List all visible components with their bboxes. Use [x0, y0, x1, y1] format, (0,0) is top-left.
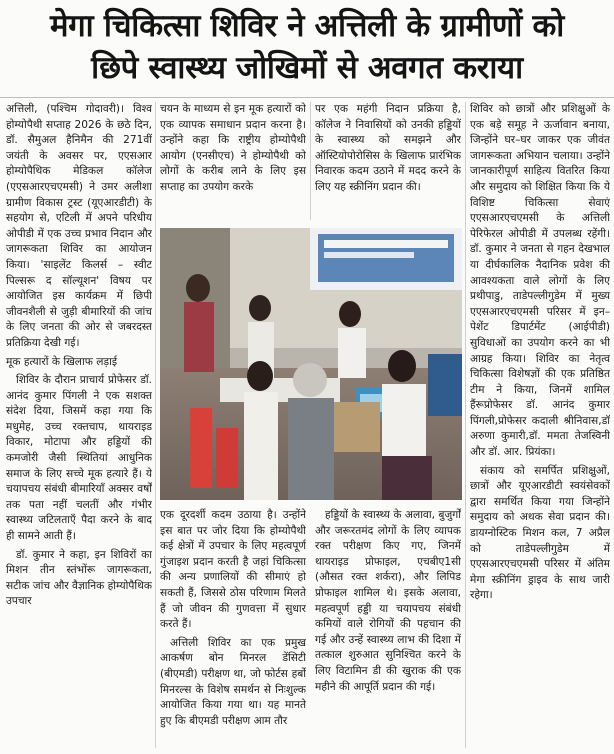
article-paragraph: एक दूरदर्शी कदम उठाया है। उन्होंने इस बात पर जोर दिया कि होम्योपैथी कई क्षेत्रों में उपचार के लिए महत्वपूर्ण गुंजाइश प्रदान करती है जहां चिकित्सा की अन्य प्रणालियों की सीमाएं हो सकती हैं, जिससे ठोस परिणाम मिलते हैं जो जीवन की गुणवत्ता में सुधार करते हैं।: [160, 509, 306, 631]
medical-camp-photo: [160, 228, 462, 500]
article-paragraph: शिविर को छात्रों और प्रशिक्षुओं के एक बड़े समूह ने ऊर्जावान बनाया, जिन्होंने घर–घर जाकर एक जीवंत जागरूकता अभियान चलाया। उन्होंने जानकारीपूर्ण साहित्य वितरित किया और समुदाय को शिक्षित किया कि ये विशिष्ट चिकित्सा सेवाएं एएसआरएचएमसी के अत्तिली पेरिफेरल ओपीडी में उपलब्ध रहेंगी। डॉ. कुमार ने जनता से गहन देखभाल या दीर्घकालिक नैदानिक प्रवेश की आवश्यकता वाले लोगों के लिए प्रथीपाडु, ताडेपल्लीगुडेम में मुख्य एएसआरएचएमसी परिसर में इन–पेशेंट डिपार्टमेंट (आईपीडी) सुविधाओं का उपयोग करने का भी आग्रह किया। शिविर का नेतृत्व चिकित्सा विशेषज्ञों की एक प्रतिष्ठित टीम ने किया, जिनमें शामिल हैंरूप्रोफेसर डॉ. आनंद कुमार पिंगली,प्रोफेसर कदाली श्रीनिवास,डॉ अरुणा कुमारी,डॉ. ममता तेजस्विनी और डॉ. आर. प्रियंका।: [470, 103, 610, 459]
article-column-3-bottom: [315, 508, 461, 748]
article-column-2-bottom: [160, 508, 306, 748]
article-paragraph: पर एक महंगी निदान प्रक्रिया है, कॉलेज ने निवासियों को उनकी हड्डियों के स्वास्थ्य को समझने और ऑस्टियोपोरोसिस के खिलाफ प्रारंभिक निवारक कदम उठाने में मदद करने के लिए यह स्क्रीनिंग प्रदान की।: [315, 103, 461, 193]
headline: [0, 0, 614, 98]
article-column-1: [6, 102, 152, 748]
article-column-2-top: [160, 102, 306, 220]
article-paragraph: अत्तिली, (पश्चिम गोदावरी)। विश्व होम्योपैथी सप्ताह 2026 के छठे दिन, डॉ. सैमुअल हैनिमैन की 271वीं जयंती के अवसर पर, एएसआर होम्योपैथिक मेडिकल कॉलेज (एएसआरएचएमसी) ने उमर अलीशा ग्रामीण विकास ट्रस्ट (यूएआरडीटी) के सहयोग से, एटिली में अपने परिधीय ओपीडी में एक उच्च प्रभाव निदान और जागरूकता शिविर का आयोजन किया। 'साइलेंट किलर्स – स्वीट पिल्सरू द सॉल्यूशन' विषय पर आयोजित इस कार्यक्रम में छिपी जीवनशैली से जुड़ी बीमारियों की जांच के लिए जनता की ओर से जबरदस्त प्रतिक्रिया देखी गई।: [6, 103, 152, 349]
headline-line-1: मेगा चिकित्सा शिविर ने अत्तिली के ग्रामीणों को: [49, 8, 565, 44]
headline-line-2: छिपे स्वास्थ्य जोखिमों से अवगत कराया: [91, 50, 523, 86]
article-paragraph: शिविर के दौरान प्राचार्य प्रोफेसर डॉ. आनंद कुमार पिंगली ने एक सशक्त संदेश दिया, जिसमें कहा गया कि मधुमेह, उच्च रक्तचाप, थायराइड विकार, मोटापा और हड्डियों की कमजोरी जैसी स्थितियां आधुनिक समाज के लिए सच्चे मूक हत्यारे हैं। ये चयापचय संबंधी बीमारियाँ अक्सर वर्षों तक पता नहीं चलतीं और गंभीर स्वास्थ्य जटिलताएँ पैदा करने के बाद ही सामने आती हैं।: [6, 374, 152, 543]
article-column-4: [470, 102, 610, 748]
article-paragraph: अत्तिली शिविर का एक प्रमुख आकर्षण बोन मिनरल डेंसिटी (बीएमडी) परीक्षण था, जो फोर्टस हर्बो मिनरल्स के विशेष समर्थन से निःशुल्क आयोजित किया गया था। यह मानते हुए कि बीएमडी परीक्षण आम तौर: [160, 636, 306, 727]
article-paragraph: हड्डियों के स्वास्थ्य के अलावा, बुजुर्गों और जरूरतमंद लोगों के लिए व्यापक रक्त परीक्षण किए गए, जिनमें थायराइड प्रोफाइल, एचबीए1सी (औसत रक्त शर्करा), और लिपिड प्रोफाइल शामिल थे। इसके अलावा, महत्वपूर्ण हड्डी या चयापचय संबंधी कमियों वाले रोगियों की पहचान की गई और उन्हें स्वास्थ्य लाभ की दिशा में तत्काल शुरुआत सुनिश्चित करने के लिए विटामिन डी की खुराक की एक महीने की आपूर्ति प्रदान की गई।: [315, 509, 461, 693]
article-paragraph: संकाय को समर्पित प्रशिक्षुओं, छात्रों और यूएआरडीटी स्वयंसेवकों द्वारा समर्थित किया गया जिन्होंने समुदाय को अथक सेवा प्रदान की। डायग्नोस्टिक मिशन कल, 7 अप्रैल को ताडेपल्लीगुडेम में एएसआरएचएमसी परिसर में अंतिम मेगा स्क्रीनिंग ड्राइव के साथ जारी रहेगा।: [470, 464, 610, 602]
column-divider: [465, 102, 466, 748]
article-column-3-top: [315, 102, 461, 220]
article-paragraph: चयन के माध्यम से इन मूक हत्यारों को एक व्यापक समाधान प्रदान करना है। उन्होंने कहा कि राष्ट्रीय होम्योपैथी आयोग (एनसीएच) ने होम्योपैथी को लोगों के करीब लाने के लिए इस सप्ताह का उपयोग करके: [160, 103, 306, 193]
article-paragraph: डॉ. कुमार ने कहा, इन शिविरों का मिशन तीन स्तंभोंरू जागरूकता, सटीक जांच और वैज्ञानिक होम्योपैथिक उपचार: [6, 548, 152, 608]
column-divider: [155, 102, 156, 748]
column-divider: [310, 102, 311, 220]
article-subheading: मूक हत्यारों के खिलाफ लड़ाई: [6, 355, 118, 368]
